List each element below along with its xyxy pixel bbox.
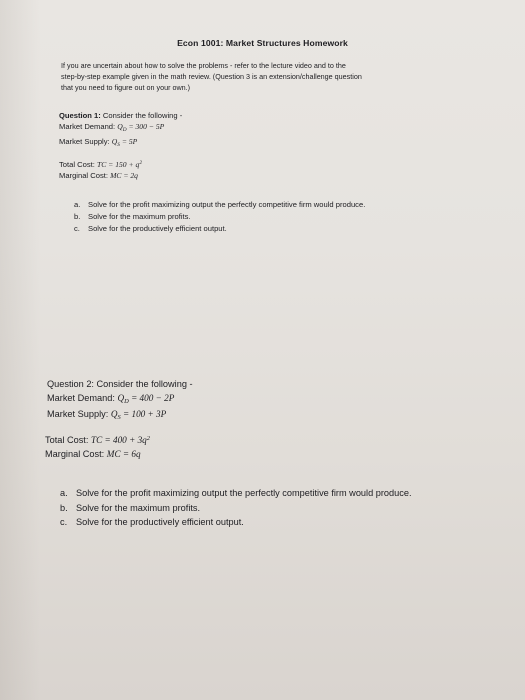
- list-item: a. Solve for the profit maximizing output the perfectly competitive firm would produce.: [60, 488, 412, 498]
- question-1-supply: Market Supply: $Q_S = 5P$: [59, 137, 138, 148]
- question-2-parts: [60, 486, 412, 530]
- page-title: Econ 1001: Market Structures Homework: [177, 38, 348, 48]
- question-2-supply: Market Supply: $Q_S = 100 + 3P$: [47, 409, 167, 421]
- intro-line: If you are uncertain about how to solve the problems - refer to the lecture video and to the: [61, 61, 346, 70]
- page-shadow: [0, 0, 40, 700]
- question-2-marginal-cost: Marginal Cost: MC = 6q: [45, 448, 141, 459]
- question-1-heading: Question 1: Consider the following -: [59, 111, 183, 120]
- list-item: c. Solve for the productively efficient output.: [60, 517, 244, 527]
- question-1-parts: [74, 199, 365, 235]
- question-1-block: [59, 110, 182, 151]
- list-item: a. Solve for the profit maximizing output the perfectly competitive firm would produce.: [74, 200, 366, 209]
- question-1-costs: [59, 158, 142, 181]
- question-1-total-cost: Total Cost: TC = $150 + q^2$: [59, 160, 142, 169]
- list-item: b. Solve for the maximum profits.: [74, 212, 191, 221]
- question-1-marginal-cost: Marginal Cost: MC = 2q: [59, 171, 138, 180]
- intro-line: step-by-step example given in the math review. (Question 3 is an extension/challenge question: [61, 72, 362, 81]
- question-2-demand: Market Demand: $Q_D = 400 - 2P$: [47, 392, 175, 405]
- list-item: c. Solve for the productively efficient output.: [74, 224, 227, 233]
- intro-line: that you need to figure out on your own.): [61, 83, 191, 92]
- question-1-demand: Market Demand: $Q_D = 300 - 5P$: [59, 122, 165, 133]
- question-2-block: [47, 378, 193, 425]
- intro-paragraph: [61, 60, 481, 93]
- question-2-total-cost: Total Cost: TC = $400 + 3q^2$: [45, 435, 150, 445]
- question-2-heading: Question 2: Consider the following -: [47, 379, 193, 389]
- question-2-costs: [45, 432, 150, 461]
- list-item: b. Solve for the maximum profits.: [60, 502, 201, 513]
